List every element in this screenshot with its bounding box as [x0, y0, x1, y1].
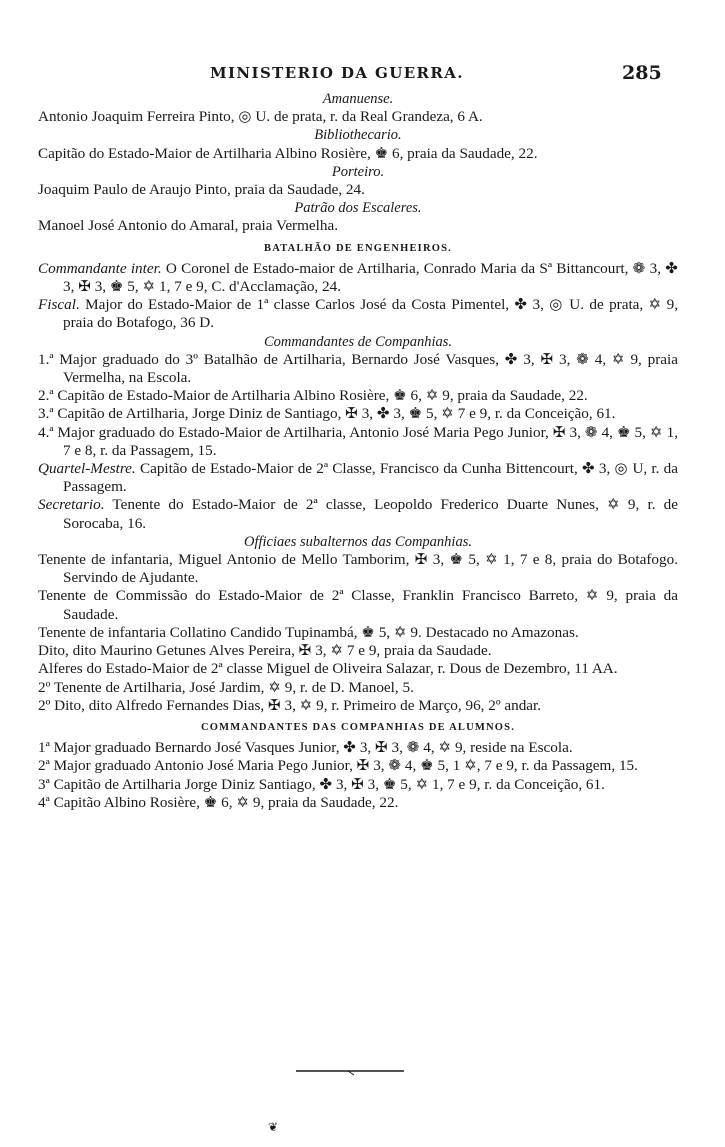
entry-label: Quartel-Mestre. [38, 460, 136, 478]
entry-label: Commandante inter. [38, 259, 162, 277]
entry-commandante [38, 260, 678, 296]
entry-text: Major do Estado-Maior de 1ª classe Carlos José da Costa Pimentel, ✤ 3, ◎ U. de prata, ✡ 9, praia do Botafogo, 36 D. [63, 296, 678, 332]
entry-quartel-mestre [38, 460, 678, 496]
entry-alumnos-4: 4ª Capitão Albino Rosière, ♚ 6, ✡ 9, praia da Saudade, 22. [38, 793, 399, 811]
entry-porteiro: Joaquim Paulo de Araujo Pinto, praia da Saudade, 24. [38, 181, 365, 199]
entry-company-4: 4.ª Major graduado do Estado-Maior de Artilharia, Antonio José Maria Pego Junior, ✠ 3, ❁ 4, ♚ 5, ✡ 1, 7 e 8, r. da Passagem, 15. [38, 423, 678, 459]
entry-subalterno-5: Alferes do Estado-Maior de 2ª classe Miguel de Oliveira Salazar, r. Dous de Dezembro, 11 AA. [38, 660, 618, 678]
page-body [38, 90, 678, 812]
section-heading-commandantes: Commandantes de Companhias. [263, 333, 453, 350]
entry-patrao: Manoel José Antonio do Amaral, praia Vermelha. [38, 217, 339, 235]
page-header [0, 64, 725, 84]
entry-subalterno-7: 2º Dito, dito Alfredo Fernandes Dias, ✠ 3, ✡ 9, r. Primeiro de Março, 96, 2º andar. [38, 696, 542, 714]
entry-bibliothecario: Capitão do Estado-Maior de Artilharia Albino Rosière, ♚ 6, praia da Saudade, 22. [38, 144, 538, 162]
entry-subalterno-3: Tenente de infantaria Collatino Candido Tupinambá, ♚ 5, ✡ 9. Destacado no Amazonas. [38, 623, 579, 641]
entry-alumnos-3: 3ª Capitão de Artilharia Jorge Diniz Santiago, ✤ 3, ✠ 3, ♚ 5, ✡ 1, 7 e 9, r. da Conceição, 61. [38, 775, 605, 793]
running-title: MINISTERIO DA GUERRA. [210, 64, 464, 82]
entry-company-1: 1.ª Major graduado do 3º Batalhão de Artilharia, Bernardo José Vasques, ✤ 3, ✠ 3, ❁ 4, ✡ 9, praia Vermelha, na Escola. [38, 350, 678, 387]
printer-mark: ❦ [268, 1120, 279, 1134]
entry-subalterno-1: Tenente de infantaria, Miguel Antonio de Mello Tamborim, ✠ 3, ♚ 5, ✡ 1, 7 e 8, praia do Botafogo. Servindo de Ajudante. [38, 551, 678, 587]
entry-company-2: 2.ª Capitão de Estado-Maior de Artilharia Albino Rosière, ♚ 6, ✡ 9, praia da Saudade, 22. [38, 387, 588, 405]
entry-company-3: 3.ª Capitão de Artilharia, Jorge Diniz de Santiago, ✠ 3, ✤ 3, ♚ 5, ✡ 7 e 9, r. da Conceição, 61. [38, 405, 616, 423]
section-heading-amanuense: Amanuense. [322, 91, 394, 107]
section-heading-alumnos: COMMANDANTES DAS COMPANHIAS DE ALUMNOS. [200, 721, 516, 733]
entry-label: Secretario. [38, 496, 105, 514]
entry-subalterno-2: Tenente de Commissão do Estado-Maior de 2ª Classe, Franklin Francisco Barreto, ✡ 9, praia da Saudade. [38, 587, 678, 623]
entry-alumnos-2: 2ª Major graduado Antonio José Maria Pego Junior, ✠ 3, ❁ 4, ♚ 5, 1 ✡, 7 e 9, r. da Passagem, 15. [38, 757, 638, 775]
entry-label: Fiscal. [38, 296, 80, 314]
page-number: 285 [622, 62, 662, 84]
entry-fiscal [38, 296, 678, 332]
section-heading-batalhao: BATALHÃO DE ENGENHEIROS. [264, 242, 452, 254]
entry-subalterno-4: Dito, dito Maurino Getunes Alves Pereira, ✠ 3, ✡ 7 e 9, praia da Saudade. [38, 642, 492, 660]
section-heading-porteiro: Porteiro. [331, 163, 385, 180]
entry-secretario [38, 496, 678, 532]
section-heading-patrao: Patrão dos Escaleres. [294, 200, 422, 217]
entry-text: Tenente do Estado-Maior de 2ª classe, Leopoldo Frederico Duarte Nunes, ✡ 9, r. de Sorocaba, 16. [63, 496, 678, 532]
entry-amanuense: Antonio Joaquim Ferreira Pinto, ◎ U. de prata, r. da Real Grandeza, 6 A. [38, 108, 483, 126]
entry-text: Capitão de Estado-Maior de 2ª Classe, Francisco da Cunha Bittencourt, ✤ 3, ◎ U, r. da Passagem. [63, 460, 679, 496]
section-heading-bibliothecario: Bibliothecario. [314, 127, 402, 144]
entry-alumnos-1: 1ª Major graduado Bernardo José Vasques Junior, ✤ 3, ✠ 3, ❁ 4, ✡ 9, reside na Escola. [38, 739, 573, 757]
section-heading-subalternos: Officiaes subalternos das Companhias. [244, 533, 472, 550]
entry-subalterno-6: 2º Tenente de Artilharia, José Jardim, ✡ 9, r. de D. Manoel, 5. [38, 678, 414, 696]
closing-rule [296, 1068, 404, 1076]
entry-text: O Coronel de Estado-maior de Artilharia, Conrado Maria da Sª Bittancourt, ❁ 3, ✤ 3, ✠ 3, ♚ 5, ✡ 1, 7 e 9, C. d'Acclamação, 24. [63, 259, 678, 296]
